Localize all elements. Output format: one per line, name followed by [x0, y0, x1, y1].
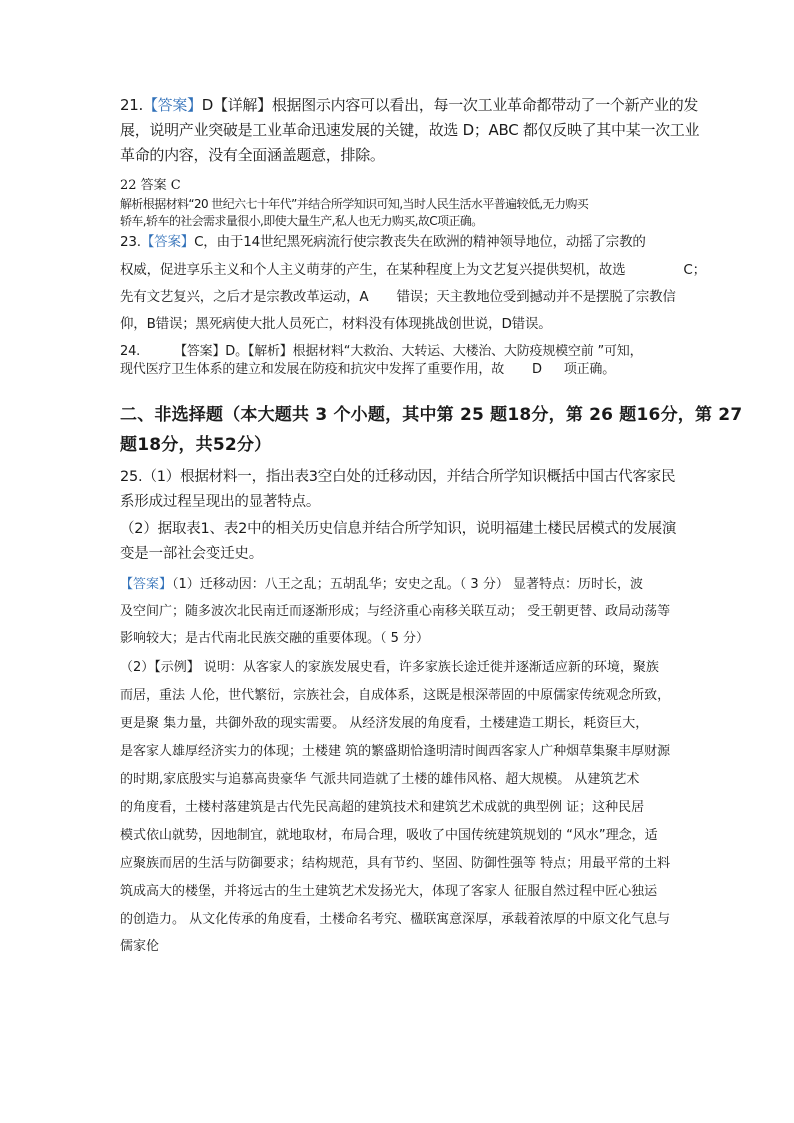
q25-line-1: 25.（1）根据材料一，指出表3空白处的迁移动因，并结合所学知识概括中国古代客家民: [120, 469, 676, 485]
section-heading-line-1: 二、非选择题（本大题共 3 个小题，其中第 25 题18分，第 26 题16分，第 27: [120, 405, 743, 425]
answer25-line-a1: [120, 573, 643, 592]
q23-answer-tag: 【答案】: [140, 234, 195, 250]
q22-title: 22 答案 C: [120, 178, 181, 193]
q24-line-2a: 现代医疗卫生体系的建立和发展在防疫和抗灾中发挥了重要作用，故: [120, 362, 505, 377]
answer25-line-b8: 应聚族而居的生活与防御要求；结构规范，具有节约、坚固、防御性强等 特点；用最平常的土料: [120, 856, 671, 871]
q23-line-1: [120, 230, 646, 250]
answer25-b1-text: 说明：从客家人的家族发展史看，许多家族长途迁徙并逐渐适应新的环境，聚族: [199, 660, 659, 675]
answer25-b1-prefix: （2）: [120, 660, 155, 675]
q24-line-2b: D: [532, 362, 542, 377]
answer25-line-a3: 影响较大；是古代南北民族交融的重要体现。（ 5 分）: [120, 631, 430, 646]
q23-line-2: [120, 258, 706, 278]
answer25-line-b3: 更是聚 集力量，共御外敌的现实需要。 从经济发展的角度看，土楼建造工期长，耗资巨大，: [120, 716, 649, 731]
answer25-line-b9: 筑成高大的楼堡，并将远古的生土建筑艺术发扬光大，体现了客家人 征服自然过程中匠心独运: [120, 884, 658, 899]
q24-text: 【答案】D。【解析】根据材料“大救治、大转运、大楼治、大防疫规模空前 ”可知，: [174, 344, 643, 359]
q21-text: D【详解】根据图示内容可以看出，每一次工业革命都带动了一个新产业的发: [201, 96, 699, 114]
answer25-line-b6: 的角度看，土楼村落建筑是古代先民高超的建筑技术和建筑艺术成就的典型例 证；这种民居: [120, 800, 645, 815]
q24-line-1: [120, 340, 642, 359]
q23-number: 23.: [120, 234, 141, 250]
answer25-line-b1: [120, 656, 659, 675]
answer25-line-a2: 及空间广；随多波次北民南迁而逐渐形成；与经济重心南移关联互动； 受王朝更替、政局动荡等: [120, 604, 671, 619]
q23-text: C，由于14世纪黑死病流行使宗教丧失在欧洲的精神领导地位，动摇了宗教的: [194, 234, 646, 250]
q22-line-2: 轿车,轿车的社会需求量很小,即使大量生产,私人也无力购买,故C项正确。: [120, 214, 483, 228]
q24-line-2: [120, 358, 615, 377]
answer25-example-tag: 【示例】: [154, 660, 200, 675]
answer25-line-b11: 儒家伦: [120, 939, 160, 954]
q21-line-1: [120, 94, 698, 115]
answer25-line-b10: 的创造力。 从文化传承的角度看，土楼命名考究、楹联寓意深厚，承载着浓厚的中原文化气息与: [120, 912, 671, 927]
answer25-line-b5: 的时期,家底殷实与追慕高贵豪华 气派共同造就了土楼的雄伟风格、超大规模。 从建筑艺术: [120, 772, 640, 787]
q24-line-2c: 项正确。: [563, 362, 616, 377]
q21-line-3: 革命的内容，没有全面涵盖题意，排除。: [120, 146, 385, 164]
answer25-line-b2: 而居，重法 人伦，世代繁衍，宗族社会，自成体系，这既是根深蒂固的中原儒家传统观念所致，: [120, 688, 671, 703]
section-heading-line-2: 题18分，共52分）: [120, 435, 272, 455]
q22-line-1: 解析根据材料“20 世纪六七十年代”并结合所学知识可知,当时人民生活水平普遍较低,无力购买: [120, 197, 589, 211]
q21-line-2: 展，说明产业突破是工业革命迅速发展的关键，故选 D；ABC 都仅反映了其中某一次工业: [120, 121, 700, 139]
q25-line-3: （2）据取表1、表2中的相关历史信息并结合所学知识，说明福建土楼民居模式的发展演: [120, 521, 677, 537]
q25-line-2: 系形成过程呈现出的显著特点。: [120, 494, 321, 510]
q24-number: 24.: [120, 344, 141, 359]
answer25-tag: 【答案】: [120, 577, 173, 592]
q21-answer-tag: 【答案】: [142, 96, 202, 114]
q23-line-2b: C；: [683, 262, 706, 278]
q23-line-3a: 先有文艺复兴，之后才是宗教改革运动，A: [120, 289, 369, 305]
q21-number: 21.: [120, 96, 143, 114]
answer25-a1-text: （1）迁移动因：八王之乱；五胡乱华；安史之乱。（ 3 分） 显著特点：历时长，波: [172, 577, 643, 592]
answer25-line-b7: 模式依山就势，因地制宜，就地取材，布局合理，吸收了中国传统建筑规划的 “风水”理念，适: [120, 828, 658, 843]
q25-line-4: 变是一部社会变迁史。: [120, 546, 263, 562]
q23-line-2a: 权威，促进享乐主义和个人主义萌芽的产生，在某种程度上为文艺复兴提供契机，故选: [120, 262, 626, 278]
answer25-line-b4: 是客家人雄厚经济实力的体现；土楼建 筑的繁盛期恰逢明清时闽西客家人广种烟草集聚丰厚财源: [120, 744, 671, 759]
q23-line-3b: 错误；天主教地位受到撼动并不是摆脱了宗教信: [396, 289, 676, 305]
q23-line-4: 仰，B错误；黑死病使大批人员死亡，材料没有体现挑战创世说，D错误。: [120, 316, 552, 332]
q23-line-3: [120, 285, 676, 305]
